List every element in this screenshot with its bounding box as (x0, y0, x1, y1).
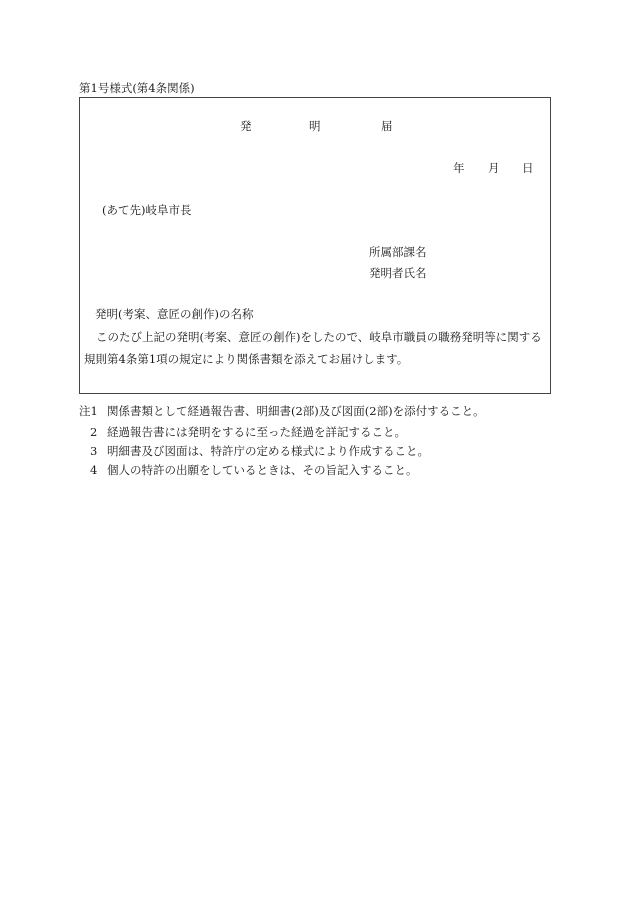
title-char-1: 発 (240, 119, 252, 133)
note-1-number: 注1 (79, 404, 98, 418)
date-day-label: 日 (522, 161, 534, 175)
statement-line-2: 規則第4条第1項の規定により関係書類を添えてお届けします。 (84, 352, 409, 366)
note-2-number: 2 (90, 425, 98, 439)
invention-name-label: 発明(考案、意匠の創作)の名称 (95, 307, 254, 321)
inventor-name-label: 発明者氏名 (369, 266, 427, 280)
note-3-text: 明細書及び図面は、特許庁の定める様式により作成すること。 (107, 444, 429, 458)
note-2-text: 経過報告書には発明をするに至った経過を詳記すること。 (107, 425, 406, 439)
note-4-number: 4 (90, 463, 98, 477)
note-1-text: 関係書類として経過報告書、明細書(2部)及び図面(2部)を添付すること。 (107, 404, 485, 418)
statement-line-1: このたび上記の発明(考案、意匠の創作)をしたので、岐阜市職員の職務発明等に関する (96, 330, 542, 344)
date-year-label: 年 (453, 161, 465, 175)
department-label: 所属部課名 (369, 245, 427, 259)
form-frame (79, 97, 551, 394)
note-4-text: 個人の特許の出願をしているときは、その旨記入すること。 (107, 463, 418, 477)
addressee: (あて先)岐阜市長 (102, 203, 192, 217)
note-3-number: 3 (90, 444, 98, 458)
title-char-3: 届 (381, 119, 393, 133)
title-char-2: 明 (309, 119, 321, 133)
date-month-label: 月 (488, 161, 500, 175)
form-number: 第1号様式(第4条関係) (79, 81, 195, 95)
